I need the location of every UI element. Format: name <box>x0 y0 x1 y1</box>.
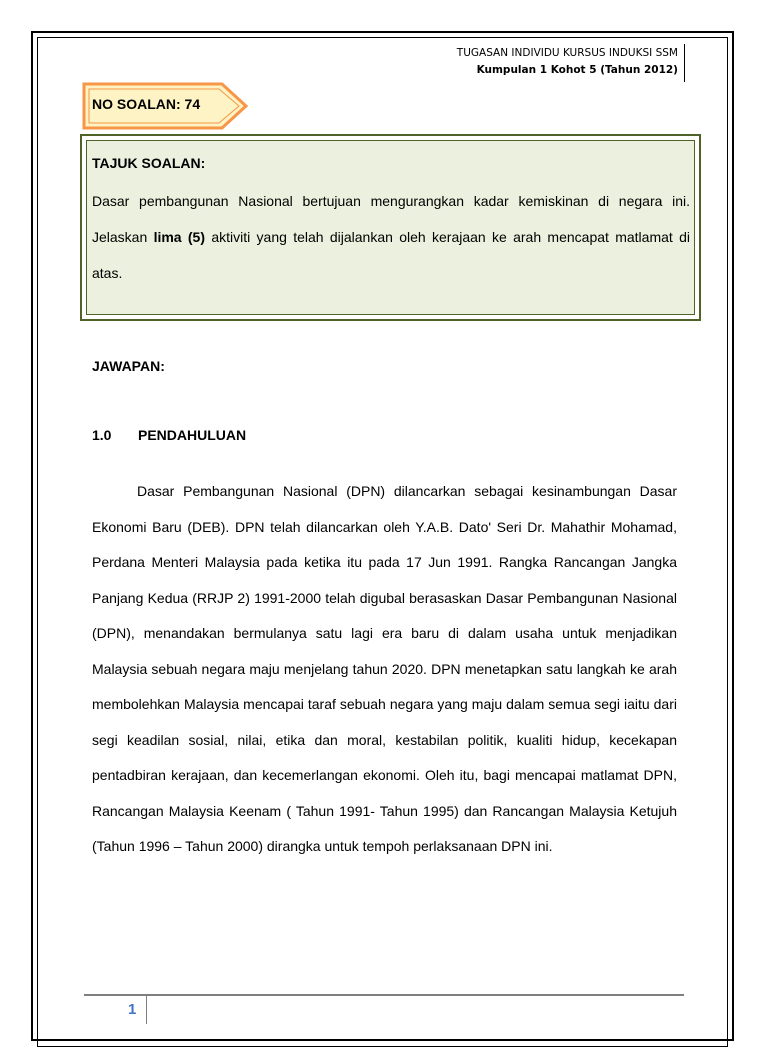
question-number: NO SOALAN: 74 <box>92 96 201 112</box>
section-number: 1.0 <box>92 427 112 443</box>
question-text-start: Dasar pembangunan Nasional bertujuan mengurangkan kadar kemiskinan di negara ini. Jelaskan <box>92 193 690 245</box>
footer-divider <box>84 994 684 996</box>
question-number-tag <box>82 82 250 130</box>
header-group-info: Kumpulan 1 Kohot 5 (Tahun 2012) <box>476 64 678 76</box>
question-title: TAJUK SOALAN: <box>92 155 206 171</box>
footer-vertical-divider <box>146 996 147 1024</box>
question-text-emphasis: lima (5) <box>153 229 206 245</box>
page-number: 1 <box>128 1001 137 1018</box>
question-text-end: aktiviti yang telah dijalankan oleh kerajaan ke arah mencapat matlamat di atas. <box>92 229 690 281</box>
header-course-title: TUGASAN INDIVIDU KURSUS INDUKSI SSM <box>456 47 678 59</box>
question-text <box>92 183 690 291</box>
body-paragraph: Dasar Pembangunan Nasional (DPN) dilancarkan sebagai kesinambungan Dasar Ekonomi Baru (DEB). DPN telah dilancarkan oleh Y.A.B. Dato' Seri Dr. Mahathir Mohamad, Perdana Menteri Malaysia pada ketika itu pada 17 Jun 1991. Rangka Rancangan Jangka Panjang Kedua (RRJP 2) 1991-2000 telah digubal berasaskan Dasar Pembangunan Nasional (DPN), menandakan bermulanya satu lagi era baru di dalam usaha untuk menjadikan Malaysia sebuah negara maju menjelang tahun 2020. DPN menetapkan satu langkah ke arah membolehkan Malaysia mencapai taraf sebuah negara yang maju dalam semua segi iaitu dari segi keadilan sosial, nilai, etika dan moral, kestabilan politik, kualiti hidup, kecekapan pentadbiran kerajaan, dan kecemerlangan ekonomi. Oleh itu, bagi mencapai matlamat DPN, Rancangan Malaysia Keenam ( Tahun 1991- Tahun 1995) dan Rancangan Malaysia Ketujuh (Tahun 1996 – Tahun 2000) dirangka untuk tempoh perlaksanaan DPN ini. <box>92 483 677 854</box>
document-header <box>457 45 678 79</box>
answer-heading: JAWAPAN: <box>92 358 165 374</box>
section-heading <box>92 427 246 443</box>
section-title: PENDAHULUAN <box>138 427 247 443</box>
header-divider <box>684 44 685 82</box>
